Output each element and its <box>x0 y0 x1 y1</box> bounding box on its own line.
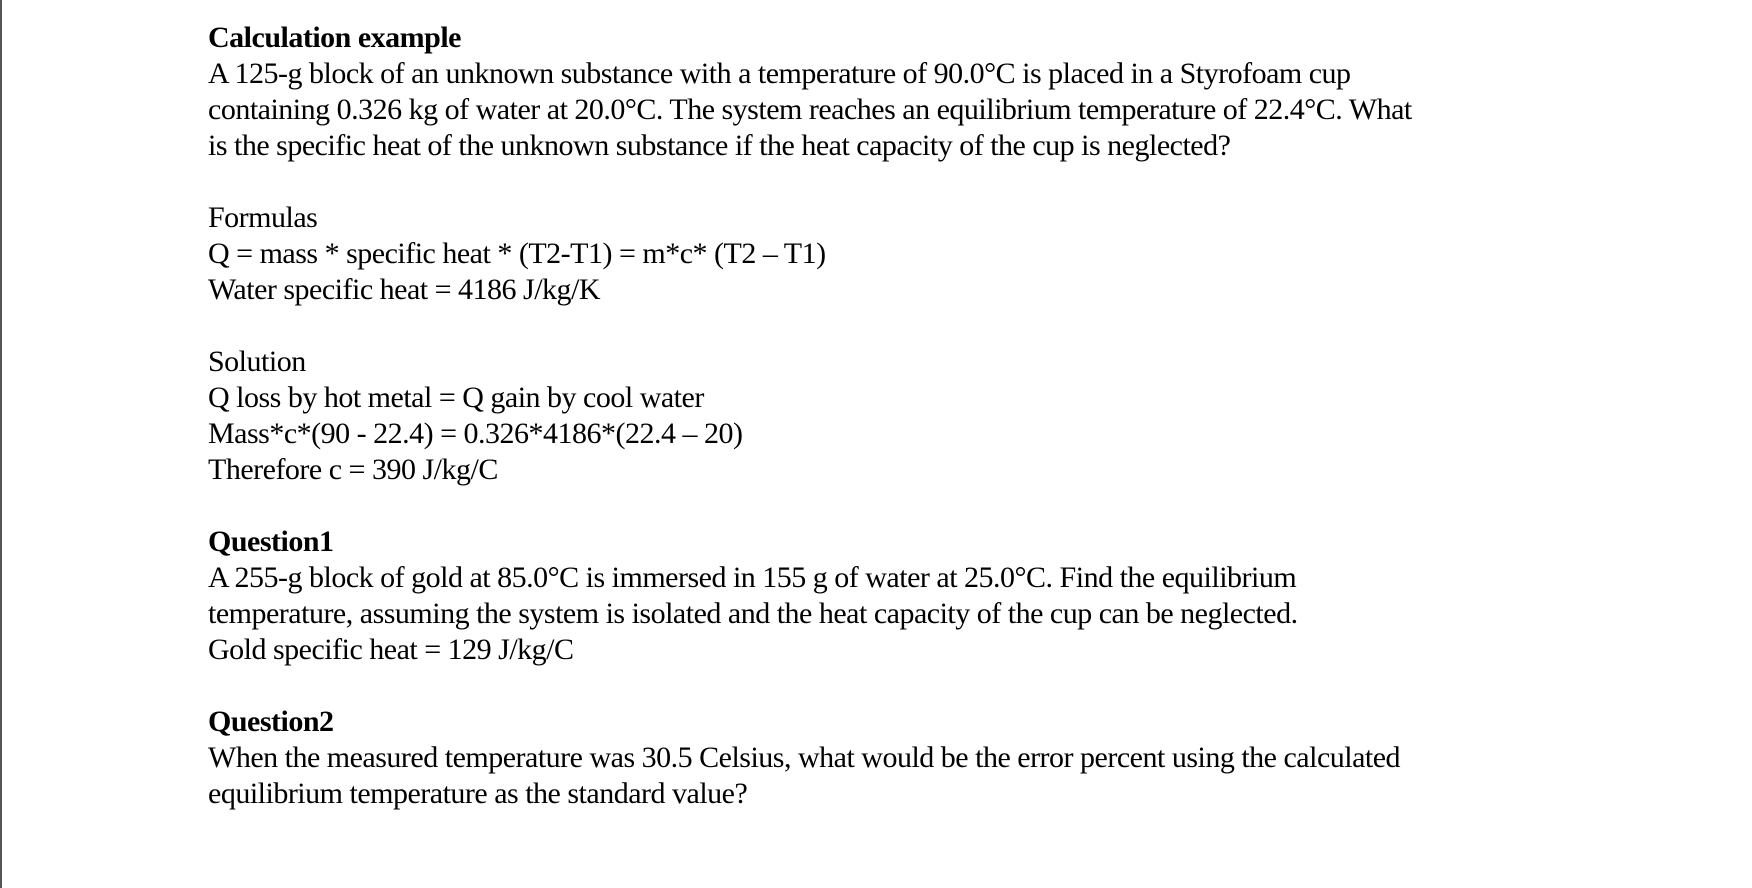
calculation-example-section <box>208 20 1728 164</box>
question2-section <box>208 704 1728 812</box>
calculation-example-line-2: containing 0.326 kg of water at 20.0°C. The system reaches an equilibrium temperature of 22.4°C. What <box>208 93 1412 126</box>
section-gap <box>208 308 1728 344</box>
solution-line-3: Therefore c = 390 J/kg/C <box>208 453 498 486</box>
section-gap <box>208 488 1728 524</box>
page-left-border <box>0 0 2 888</box>
question1-line-3: Gold specific heat = 129 J/kg/C <box>208 633 574 666</box>
document-body <box>208 20 1728 812</box>
question2-line-1: When the measured temperature was 30.5 Celsius, what would be the error percent using the calculated <box>208 741 1401 774</box>
calculation-example-line-3: is the specific heat of the unknown substance if the heat capacity of the cup is neglected? <box>208 129 1231 162</box>
question1-section <box>208 524 1728 668</box>
question2-line-2: equilibrium temperature as the standard value? <box>208 777 748 810</box>
formula-heat-equation: Q = mass * specific heat * (T2-T1) = m*c* (T2 – T1) <box>208 237 826 270</box>
question1-line-2: temperature, assuming the system is isolated and the heat capacity of the cup can be neglected. <box>208 597 1298 630</box>
solution-section <box>208 344 1728 488</box>
solution-heading: Solution <box>208 345 306 378</box>
calculation-example-heading: Calculation example <box>208 21 461 54</box>
question1-line-1: A 255-g block of gold at 85.0°C is immersed in 155 g of water at 25.0°C. Find the equilibrium <box>208 561 1297 594</box>
question2-heading: Question2 <box>208 705 334 738</box>
section-gap <box>208 668 1728 704</box>
question1-heading: Question1 <box>208 525 334 558</box>
solution-line-1: Q loss by hot metal = Q gain by cool water <box>208 381 704 414</box>
solution-line-2: Mass*c*(90 - 22.4) = 0.326*4186*(22.4 – 20) <box>208 417 743 450</box>
section-gap <box>208 164 1728 200</box>
formula-water-specific-heat: Water specific heat = 4186 J/kg/K <box>208 273 601 306</box>
formulas-heading: Formulas <box>208 201 318 234</box>
formulas-section <box>208 200 1728 308</box>
calculation-example-line-1: A 125-g block of an unknown substance with a temperature of 90.0°C is placed in a Styrofoam cup <box>208 57 1351 90</box>
